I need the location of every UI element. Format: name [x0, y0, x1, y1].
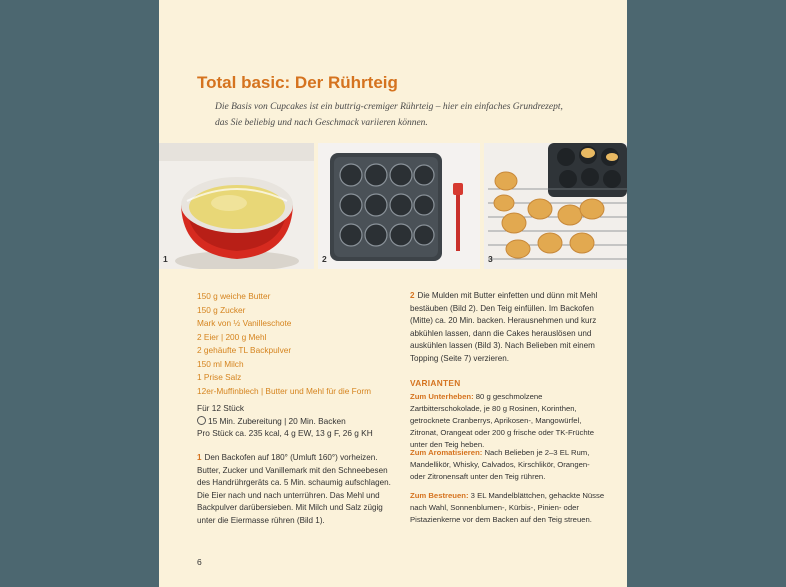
ingredient-item: 150 g Zucker	[197, 304, 246, 315]
photo-number: 3	[488, 254, 493, 264]
variant-label: Zum Aromatisieren:	[410, 448, 483, 457]
intro-text: Die Basis von Cupcakes ist ein buttrig-cremiger Rührteig – hier ein einfaches Grundrezept, das Sie beliebig und nach Geschmack variieren können.	[215, 102, 563, 128]
variant-label: Zum Bestreuen:	[410, 491, 469, 500]
recipe-title: Total basic: Der Rührteig	[197, 73, 398, 92]
page-number: 6	[197, 557, 202, 567]
photo-number: 2	[322, 254, 327, 264]
ingredient-list	[197, 290, 371, 398]
photo-number: 1	[163, 254, 168, 264]
time-row	[197, 415, 373, 428]
variant-item	[410, 490, 606, 526]
photo-1-bowl	[159, 143, 314, 269]
step-2	[410, 290, 602, 366]
time-text: 15 Min. Zubereitung | 20 Min. Backen	[208, 415, 346, 426]
ingredient-item: Mark von ½ Vanilleschote	[197, 318, 292, 328]
ingredient-item: 1 Prise Salz	[197, 372, 242, 382]
step-number: 1	[197, 453, 202, 462]
yield-text: Für 12 Stück	[197, 403, 245, 413]
variant-item	[410, 391, 606, 451]
ingredient-item: 150 g weiche Butter	[197, 291, 271, 301]
ingredient-item: 2 Eier | 200 g Mehl	[197, 331, 267, 342]
variant-text: 80 g geschmolzene Zartbitterschokolade, je 80 g Rosinen, Korinthen, getrocknete Cranberrys, Aprikosen-, Mangowürfel, Zitronat, Orangeat oder 200 g frische oder TK-Früchte unter den Teig heben.	[410, 392, 595, 449]
step-1	[197, 452, 395, 528]
variant-text: 3 EL Mandelblättchen, gehackte Nüsse nach Wahl, Sonnenblumen-, Kürbis-, Pinien- oder Pistazienkerne vor dem Backen auf den Teig streuen.	[410, 491, 605, 524]
ingredient-item: 150 ml Milch	[197, 358, 244, 369]
step-text: Den Backofen auf 180° (Umluft 160°) vorheizen. Butter, Zucker und Vanillemark mit den Schneebesen des Handrührgeräts ca. 5 Min. schaumig aufschlagen. Die Eier nach und nach unterrühren. Das Mehl und Backpulver darübersieben. Mit Milch und Salz zügig unter die Eiermasse rühren (Bild 1).	[197, 453, 391, 525]
step-number: 2	[410, 291, 415, 300]
clock-icon	[197, 416, 206, 425]
photo-2-muffin-tin	[318, 143, 480, 269]
variant-item	[410, 447, 606, 483]
ingredient-item: 12er-Muffinblech | Butter und Mehl für die Form	[197, 385, 372, 396]
nutrition-text: Pro Stück ca. 235 kcal, 4 g EW, 13 g F, 26 g KH	[197, 428, 373, 438]
variant-text: Nach Belieben je 2–3 EL Rum, Mandellikör, Whisky, Calvados, Kirschlikör, Orangen- oder Zitronensaft unter den Teig rühren.	[410, 448, 590, 481]
recipe-meta	[197, 402, 373, 440]
variants-heading: VARIANTEN	[410, 378, 461, 388]
step-text: Die Mulden mit Butter einfetten und dünn mit Mehl bestäuben (Bild 2). Den Teig einfüllen. Im Backofen (Mitte) ca. 20 Min. backen. Herausnehmen und kurz abkühlen lassen, dann die Cakes herauslösen und auskühlen lassen (Bild 3). Nach Belieben mit einem Topping (Seite 7) verzieren.	[410, 291, 598, 363]
photo-3-cupcakes	[484, 143, 627, 269]
variant-label: Zum Unterheben:	[410, 392, 474, 401]
ingredient-item: 2 gehäufte TL Backpulver	[197, 345, 292, 355]
book-page	[159, 0, 627, 587]
